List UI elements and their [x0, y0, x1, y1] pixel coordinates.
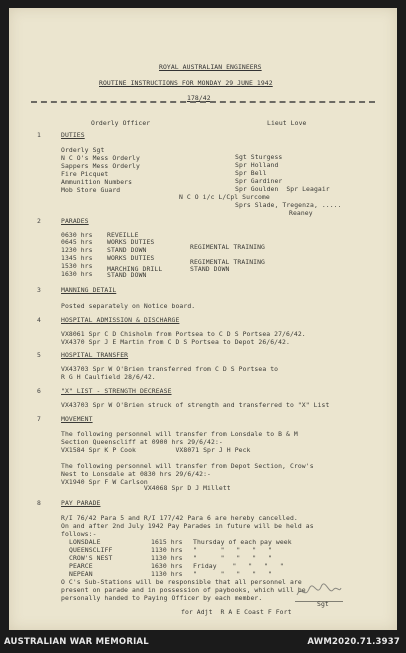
archive-footer: [0, 630, 406, 653]
pay-day: " " " " ": [193, 554, 272, 562]
section-number: 1: [37, 131, 41, 139]
movement-line: Nest to Lonsdale at 0830 hrs 29/6/42:-: [61, 470, 212, 478]
manning-text: Posted separately on Notice board.: [61, 302, 196, 310]
pay-time: 1630 hrs: [151, 562, 183, 570]
duty-role: Ammunition Numbers: [61, 178, 133, 186]
signature-scribble-icon: [295, 581, 343, 601]
pay-line: follows:-: [61, 530, 97, 538]
duty-role: Orderly Sgt: [61, 146, 105, 154]
duty-role: Sappers Mess Orderly: [61, 162, 140, 170]
movement-line: The following personnel will transfer from Lonsdale to B & M: [61, 430, 298, 438]
section-heading-hospital-admission: HOSPITAL ADMISSION & DISCHARGE: [61, 316, 180, 324]
parade-activity-alt: REGIMENTAL TRAINING: [190, 243, 266, 251]
movement-line: VX1940 Spr F W Carlson: [61, 478, 148, 486]
pay-day: " " " " ": [193, 570, 272, 578]
pay-closing-line: O C's Sub-Stations will be responsible that all personnel are: [61, 578, 302, 586]
pay-closing-line: personally handed to Paying Officer by each member.: [61, 594, 263, 602]
movement-line: VX4068 Spr D J Millett: [61, 484, 231, 492]
pay-station: CROW'S NEST: [69, 554, 113, 562]
duty-assignee: Sprs Slade, Tregenza, .....: [235, 201, 342, 209]
section-number: 8: [37, 499, 41, 507]
section-number: 7: [37, 415, 41, 423]
duty-assignee: Spr Holland: [235, 161, 279, 169]
pay-time: 1130 hrs: [151, 554, 183, 562]
duty-assignee: Sgt Sturgess: [235, 153, 283, 161]
document-sheet: [9, 8, 397, 630]
signature-rank: Sgt: [317, 600, 329, 608]
archive-reference: AWM2020.71.3937: [307, 637, 400, 647]
pay-line: On and after 2nd July 1942 Pay Parades in future will be held as: [61, 522, 314, 530]
pay-time: 1130 hrs: [151, 570, 183, 578]
parade-activity: MARCHING DRILL: [107, 265, 163, 273]
duty-assignee: Spr Goulden Spr Leagair: [235, 185, 330, 193]
orderly-officer-name: Lieut Love: [267, 119, 307, 127]
section-heading-manning: MANNING DETAIL: [61, 286, 117, 294]
pay-time: 1615 hrs: [151, 538, 183, 546]
pay-station: QUEENSCLIFF: [69, 546, 113, 554]
parade-activity: REVEILLE: [107, 231, 139, 239]
parade-activity: STAND DOWN: [107, 246, 147, 254]
instruction-number: 178/42: [187, 94, 211, 102]
duty-role: Mob Store Guard: [61, 186, 121, 194]
parade-activity: WORKS DUTIES: [107, 254, 155, 262]
duty-role: N C O's Mess Orderly: [61, 154, 140, 162]
pay-day: Friday " " " ": [193, 562, 284, 570]
pay-closing-line: present on parade and in possession of paybooks, which will be: [61, 586, 306, 594]
section-heading-x-list: "X" LIST - STRENGTH DECREASE: [61, 387, 172, 395]
parade-activity: STAND DOWN: [107, 271, 147, 279]
parade-time: 1230 hrs: [61, 246, 93, 254]
parade-time: 1630 hrs: [61, 270, 93, 278]
duty-assignee: Spr Gardiner: [235, 177, 283, 185]
pay-time: 1130 hrs: [151, 546, 183, 554]
archive-name: AUSTRALIAN WAR MEMORIAL: [4, 637, 149, 647]
parade-time: 1530 hrs: [61, 262, 93, 270]
document-title: ROUTINE INSTRUCTIONS FOR MONDAY 29 JUNE 1942: [99, 79, 273, 87]
pay-line: R/I 76/42 Para 5 and R/I 177/42 Para 6 are hereby cancelled.: [61, 514, 298, 522]
orderly-officer-label: Orderly Officer: [91, 119, 151, 127]
movement-line: Section Queenscliff at 0900 hrs 29/6/42:-: [61, 438, 223, 446]
hospital-transfer-line: R G H Caulfield 28/6/42.: [61, 373, 156, 381]
section-number: 5: [37, 351, 41, 359]
parade-time: 0630 hrs: [61, 231, 93, 239]
hospital-admission-line: VX4370 Spr J E Martin from C D S Portsea to Depot 26/6/42.: [61, 338, 290, 346]
hospital-transfer-line: VX43703 Spr W O'Brien transferred from C D S Portsea to: [61, 365, 279, 373]
pay-station: PEARCE: [69, 562, 93, 570]
parade-activity-alt: REGIMENTAL TRAINING: [190, 258, 266, 266]
duty-assignee: N C O i/c L/Cpl Surcome: [179, 193, 270, 201]
duty-role: Fire Picquet: [61, 170, 109, 178]
parade-time: 0645 hrs: [61, 238, 93, 246]
section-heading-pay-parade: PAY PARADE: [61, 499, 101, 507]
pay-day: " " " " ": [193, 546, 272, 554]
section-number: 3: [37, 286, 41, 294]
x-list-line: VX43703 Spr W O'Brien struck of strength and transferred to "X" List: [61, 401, 330, 409]
parade-time: 1345 hrs: [61, 254, 93, 262]
pay-day: Thursday of each pay week: [193, 538, 292, 546]
handwritten-signature: [295, 581, 343, 602]
parade-activity: WORKS DUTIES: [107, 238, 155, 246]
section-heading-parades: PARADES: [61, 217, 89, 225]
section-heading-duties: DUTIES: [61, 131, 85, 139]
movement-line: VX1584 Spr K P Cook VX8071 Spr J H Peck: [61, 446, 251, 454]
signature-line: for Adjt R A E Coast F Fort: [181, 608, 292, 616]
duty-assignee: Spr Bell: [235, 169, 267, 177]
unit-heading: ROYAL AUSTRALIAN ENGINEERS: [159, 63, 262, 71]
section-number: 6: [37, 387, 41, 395]
parade-activity-alt: STAND DOWN: [190, 265, 230, 273]
section-heading-movement: MOVEMENT: [61, 415, 93, 423]
hospital-admission-line: VX8061 Spr C D Chisholm from Portsea to C D S Portsea 27/6/42.: [61, 330, 306, 338]
movement-line: The following personnel will transfer from Depot Section, Crow's: [61, 462, 314, 470]
section-heading-hospital-transfer: HOSPITAL TRANSFER: [61, 351, 129, 359]
pay-station: NEPEAN: [69, 570, 93, 578]
section-number: 4: [37, 316, 41, 324]
section-number: 2: [37, 217, 41, 225]
pay-station: LONSDALE: [69, 538, 101, 546]
duty-assignee: Reaney: [289, 209, 313, 217]
header-divider: [31, 101, 375, 103]
